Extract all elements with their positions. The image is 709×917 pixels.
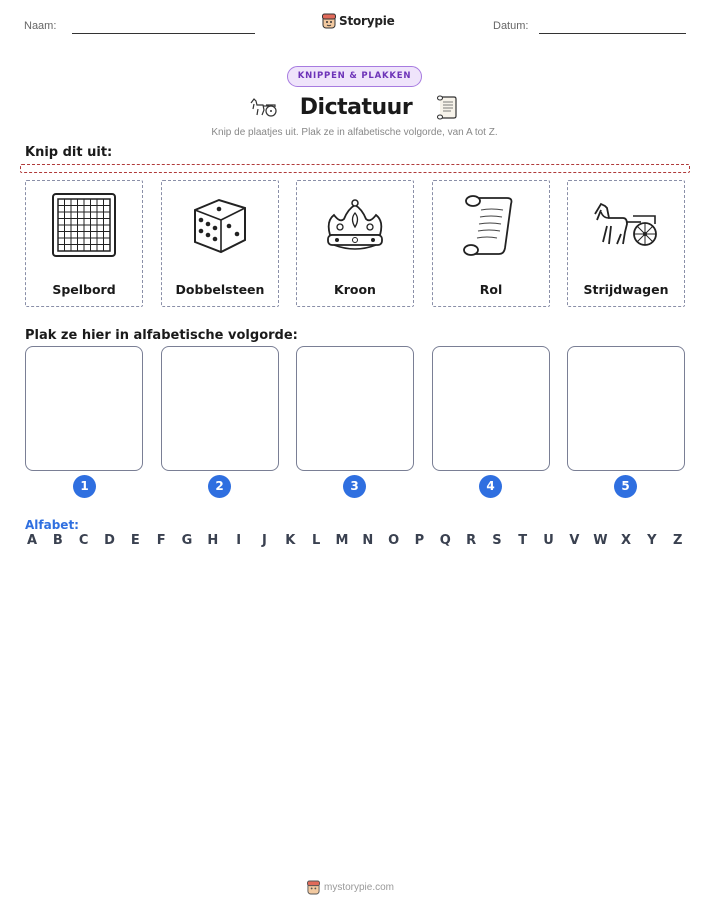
storypie-mascot-icon [322,13,336,29]
cut-card-label: Strijdwagen [583,282,669,297]
alphabet-letter: V [569,533,580,548]
alphabet-letter: L [311,533,321,548]
footer [307,880,394,895]
alphabet-letter: C [78,533,89,548]
paste-number: 4 [479,475,502,498]
paste-box-2[interactable] [161,346,279,471]
alphabet-letter: P [414,533,425,548]
chariot-icon [248,95,278,119]
alphabet-letter: J [262,533,267,548]
alphabet-heading: Alfabet: [25,518,79,532]
cut-card-label: Dobbelsteen [175,282,265,297]
cut-heading: Knip dit uit: [25,145,113,160]
alphabet-letter: O [388,533,400,548]
alphabet-letter: B [52,533,63,548]
chariot-icon [591,196,661,254]
cut-card-rol[interactable] [432,180,550,307]
date-line[interactable] [539,33,686,34]
alphabet-letter: S [492,533,502,548]
paste-number: 3 [343,475,366,498]
cut-line [20,164,690,173]
alphabet-letter: K [285,533,296,548]
paste-box-5[interactable] [567,346,685,471]
brand-logo [322,13,395,29]
alphabet-letter: F [156,533,166,548]
name-label: Naam: [24,20,57,32]
alphabet-letter: W [593,533,608,548]
alphabet-letter: A [26,533,38,548]
paste-box-3[interactable] [296,346,414,471]
paste-number: 2 [208,475,231,498]
paste-number: 1 [73,475,96,498]
cut-card-label: Spelbord [52,282,116,297]
name-line[interactable] [72,33,255,34]
game-board-icon [51,192,117,258]
storypie-mascot-icon [307,880,320,895]
alphabet-letter: R [466,533,477,548]
alphabet-letter: X [621,533,632,548]
paste-number: 5 [614,475,637,498]
alphabet-letter: U [543,533,554,548]
date-label: Datum: [493,20,529,32]
alphabet-letter: E [130,533,140,548]
footer-url[interactable]: mystorypie.com [324,882,395,893]
alphabet-letter: H [207,533,219,548]
alphabet-letter: T [518,533,528,548]
alphabet-letter: I [236,533,242,548]
paste-box-1[interactable] [25,346,143,471]
cut-card-label: Kroon [334,282,376,297]
cut-card-spelbord[interactable] [25,180,143,307]
alphabet-letter: Q [439,533,451,548]
paste-heading: Plak ze hier in alfabetische volgorde: [25,328,298,343]
scroll-icon [434,94,460,120]
title-row [248,91,460,123]
brand-name: Storypie [339,14,395,28]
instructions: Knip de plaatjes uit. Plak ze in alfabetische volgorde, van A tot Z. [211,127,498,138]
cut-card-kroon[interactable] [296,180,414,307]
activity-badge: KNIPPEN & PLAKKEN [287,66,422,87]
paste-box-4[interactable] [432,346,550,471]
alphabet-letter: Y [647,533,657,548]
alphabet-letter: D [104,533,115,548]
scroll-icon [459,192,523,258]
cut-card-dobbelsteen[interactable] [161,180,279,307]
alphabet-letter: G [181,533,193,548]
dice-icon [189,194,251,256]
alphabet-letter: Z [672,533,683,548]
alphabet-row [25,533,685,548]
alphabet-letter: N [362,533,374,548]
cut-card-label: Rol [479,282,503,297]
cut-card-strijdwagen[interactable] [567,180,685,307]
alphabet-letter: M [335,533,349,548]
crown-icon [322,195,388,255]
page-title: Dictatuur [299,94,413,120]
